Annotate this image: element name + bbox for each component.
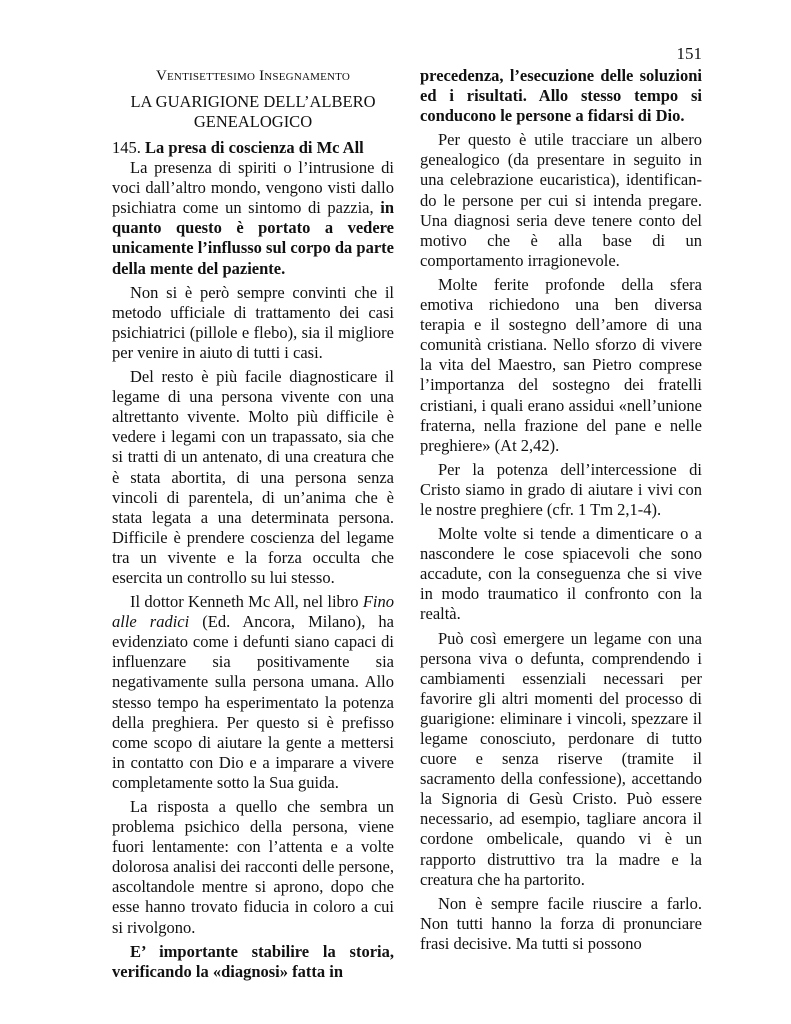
- left-column: [112, 66, 394, 982]
- section-title: La presa di coscienza di Mc All: [145, 138, 364, 157]
- paragraph-text: La presenza di spiriti o l’intrusione di voci dall’altro mondo, vengono visti dallo psichiatra come un sintomo di pazzia,: [112, 158, 394, 218]
- series-heading: Ventisettesimo Insegnamento: [155, 68, 351, 84]
- paragraph: [112, 592, 394, 793]
- paragraph: Molte ferite profonde della sfera emotiva richiedono una ben diversa terapia e il sostegno dell’amore di una comunità cristiana. Nello sforzo di vivere la vita del Maestro, san Pietro comprese l’importanza del sostegno dei fratelli cristiani, i quali erano assidui «nell’unione fraterna, nella frazione del pane e nelle preghiere» (At 2,42).: [420, 274, 702, 455]
- paragraph-bold-text: in quanto questo è portato a vedere unicamente l’influsso sul corpo da parte della mente del paziente.: [112, 198, 394, 278]
- right-column: [420, 66, 702, 954]
- book-title: Fino alle radici: [112, 592, 394, 632]
- page-number: 151: [676, 44, 702, 63]
- paragraph: [112, 367, 394, 588]
- paragraph: Non si è però sempre convinti che il metodo ufficiale di trattamento dei casi psichiatrici (pillole e flebo), sia il migliore per venire in aiuto di tutti i casi.: [112, 282, 394, 362]
- paragraph-text: Il dottor Kenneth Mc All, nel libro: [130, 592, 363, 612]
- paragraph: [112, 942, 394, 982]
- chapter-title-line-2: GENEALOGICO: [193, 112, 313, 131]
- paragraph-text: Del resto è più facile diagnosticare il legame di una persona vivente con una altrettanto vivente. Molto più difficile è vedere i legami con un trapassato, sia che si tratti di un antenato, di una creatura che è stata abortita, di una persona senza vincoli di parentela, di un’anima che è stata legata a una determinata persona.: [112, 367, 394, 527]
- paragraph: Non è sempre facile riuscire a farlo. Non tutti hanno la forza di pronunciare frasi decisive. Ma tutti si possono: [420, 893, 702, 953]
- paragraph: [112, 158, 394, 279]
- chapter-title-line-1: LA GUARIGIONE DELL’ALBERO: [130, 92, 376, 111]
- paragraph-bold-text: E’ importante stabilire la storia, verificando la «diagnosi» fatta in: [112, 941, 394, 981]
- section-heading: [112, 138, 394, 158]
- paragraph: Per la potenza dell’intercessione di Cristo siamo in grado di aiutare i vivi con le nostre preghiere (cfr. 1 Tm 2,1-4).: [420, 459, 702, 519]
- paragraph: Molte volte si tende a dimenticare o a nascondere le cose spiacevoli che sono accadute, con la conseguenza che si vive in modo traumatico il confronto con la realtà.: [420, 524, 702, 624]
- paragraph: Può così emergere un legame con una persona viva o defunta, comprendendo i cambiamenti essenziali necessari per favorire gli altri momenti del processo di guarigione: eliminare i vincoli, spezzare il legame conosciuto, perdonare di tutto cuore e senza riserve (tramite il sacramento della confessione), accettando la Signoria di Gesù Cristo. Può essere necessario, ad esempio, tagliare ancora il cordone ombelicale, quando vi è un rapporto distruttivo tra la madre e la creatura che ha partorito.: [420, 628, 702, 889]
- paragraph-text-2: Difficile è prendere coscienza del legame tra un vivente e la forza occulta che esercita un controllo su lui stesso.: [112, 527, 394, 587]
- paragraph: Per questo è utile tracciare un albero genealogico (da presentare in seguito in una celebrazione eucaristica), identifican-do le persone per cui si intenda pregare. Una diagnosi seria deve tenere conto del motivo che è alla base di un comportamento irragionevole.: [420, 130, 702, 270]
- paragraph-continued: [420, 66, 702, 126]
- section-number: 145.: [112, 138, 141, 157]
- paragraph-text-2: (Ed. Ancora, Milano), ha evidenziato come i defunti siano capaci di influenzare sia positivamente sia negativamente sulla persona umana. Allo stesso tempo ha esperimentato la potenza della preghiera. Per questo si è prefisso come scopo di aiutare la gente a mettersi in contatto con Dio e a imparare a vivere completamente sotto la Sua guida.: [112, 612, 395, 792]
- chapter-title: [112, 92, 394, 132]
- paragraph-bold-text: precedenza, l’esecuzione delle soluzioni ed i risultati. Allo stesso tempo si conducono le persone a fidarsi di Dio.: [420, 66, 702, 126]
- paragraph: La risposta a quello che sembra un problema psichico della persona, viene fuori lentamente: con l’attenta e a volte dolorosa analisi dei racconti delle persone, ascoltandole mentre si aprono, dopo che esse hanno trovato fiducia in coloro a cui si rivolgono.: [112, 797, 394, 937]
